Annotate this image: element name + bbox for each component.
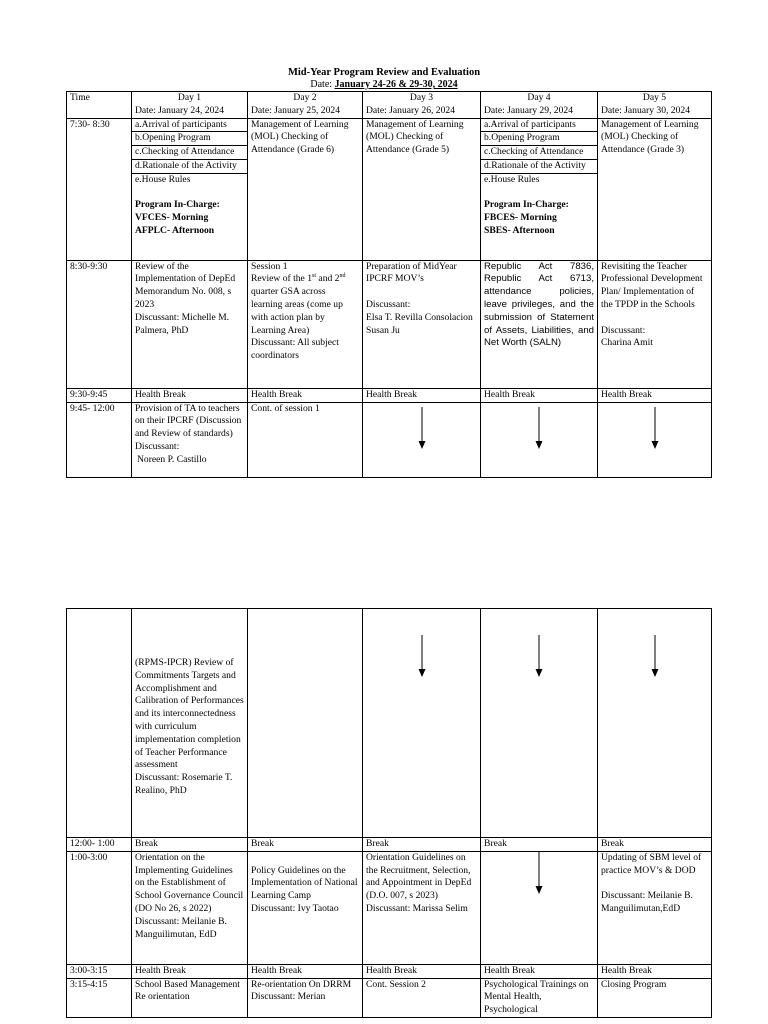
document-title: Mid-Year Program Review and Evaluation	[287, 67, 481, 78]
topic	[251, 273, 359, 337]
day2-break: Break	[248, 838, 363, 852]
day1-header	[132, 92, 248, 119]
down-arrow-icon	[417, 407, 427, 449]
day1-label: Day 1	[177, 92, 202, 103]
day2-activity: Management of Learning (MOL) Checking of Attendance (Grade 6)	[248, 118, 363, 260]
day4-break: Health Break	[481, 388, 598, 402]
row-1300	[67, 851, 712, 964]
incharge-morning: VFCES- Morning	[135, 212, 209, 224]
down-arrow-icon	[534, 407, 544, 449]
activity-item: b.Opening Program	[481, 132, 597, 146]
row-1500	[67, 964, 712, 978]
activity-item: a.Arrival of participants	[481, 119, 597, 133]
schedule-table-page-2	[66, 608, 712, 1018]
time-cell: 3:15-4:15	[67, 978, 132, 1017]
day3-break: Health Break	[363, 964, 481, 978]
discussant: Discussant: Marissa Selim	[366, 902, 468, 914]
down-arrow-icon	[650, 407, 660, 449]
ordinal-suffix: nd	[339, 273, 346, 280]
day4-continuation	[481, 609, 598, 838]
topic: Orientation Guidelines on the Recruitment, Selection, and Appointment in DepEd (D.O. 007, s 2023)	[366, 851, 472, 902]
row-0830	[67, 260, 712, 388]
day5-header	[598, 92, 712, 119]
activity-item: c.Checking of Attendance	[481, 146, 597, 160]
day4-break: Break	[481, 838, 598, 852]
down-arrow-icon	[534, 852, 544, 894]
discussant-label: Discussant:	[601, 324, 646, 336]
discussant-name: Charina Amit	[601, 337, 653, 349]
row-0930	[67, 388, 712, 402]
activity-item-text: e.House Rules	[135, 173, 191, 185]
day5-continuation	[598, 402, 712, 477]
ordinal-suffix: st	[312, 273, 317, 280]
day3-continuation	[363, 609, 481, 838]
program-incharge-label: Program In-Charge:	[484, 199, 569, 211]
header-row	[67, 92, 712, 119]
schedule-table-page-1	[66, 91, 712, 478]
day4-label: Day 4	[527, 92, 551, 103]
topic: Re-orientation On DRRM	[251, 978, 352, 990]
topic-part: quarter GSA across learning areas (come up with action plan by Learning Area)	[251, 286, 343, 336]
activity-item-text: e.House Rules	[484, 173, 540, 185]
day3-date: Date: January 26, 2024	[366, 104, 455, 116]
day1-break: Health Break	[132, 964, 248, 978]
activity-item: a.Arrival of participants	[132, 119, 247, 133]
day5-continuation	[598, 609, 712, 838]
day1-break: Break	[132, 838, 248, 852]
day3-label: Day 3	[409, 92, 434, 103]
row-1515	[67, 978, 712, 1017]
discussant-name: Noreen P. Castillo	[137, 453, 207, 465]
activity-item: b.Opening Program	[132, 132, 247, 146]
date-prefix: Date:	[310, 79, 335, 90]
day1-activity	[132, 402, 248, 477]
day2-header	[248, 92, 363, 119]
day5-label: Day 5	[642, 92, 667, 103]
day2-break: Health Break	[248, 964, 363, 978]
topic: Revisiting the Teacher Professional Development Plan/ Implementation of the TPDP in the Schools	[601, 260, 703, 310]
row-0945-continued	[67, 609, 712, 838]
down-arrow-icon	[650, 635, 660, 677]
day5-break: Break	[598, 838, 712, 852]
day3-activity: Cont. Session 2	[363, 978, 481, 1017]
activity-item	[481, 174, 597, 238]
day3-break: Break	[363, 838, 481, 852]
time-cell: 8:30-9:30	[67, 260, 132, 388]
day2-activity	[248, 978, 363, 1017]
time-cell-empty	[67, 609, 132, 838]
day1-activity	[132, 851, 248, 964]
day4-continuation	[481, 402, 598, 477]
row-0730	[67, 118, 712, 260]
time-cell: 12:00- 1:00	[67, 838, 132, 852]
day5-break: Health Break	[598, 388, 712, 402]
day3-activity: Management of Learning (MOL) Checking of Attendance (Grade 5)	[363, 118, 481, 260]
topic: Orientation on the Implementing Guidelines on the Establishment of School Governance Council (DO No 26, s 2022)	[135, 851, 244, 914]
day3-header	[363, 92, 481, 119]
day3-activity	[363, 851, 481, 964]
date-range: January 24-26 & 29-30, 2024	[334, 79, 458, 90]
incharge-afternoon: AFPLC- Afternoon	[135, 224, 215, 236]
discussant-names: Elsa T. Revilla Consolacion Susan Ju	[366, 311, 473, 336]
session-label: Session 1	[251, 260, 288, 272]
day1-date: Date: January 24, 2024	[135, 104, 224, 116]
document-date	[0, 79, 768, 91]
activity-item: d.Rationale of the Activity	[481, 160, 597, 174]
incharge-afternoon: SBES- Afternoon	[484, 224, 555, 236]
discussant: Discussant: Meilanie B. Manguilimutan,EdD	[601, 890, 693, 914]
day1-activity: School Based Management Re orientation	[132, 978, 248, 1017]
program-incharge-label: Program In-Charge:	[135, 199, 220, 211]
day4-activity: Psychological Trainings on Mental Health, Psychological	[481, 978, 598, 1017]
down-arrow-icon	[534, 635, 544, 677]
row-0945	[67, 402, 712, 477]
incharge-morning: FBCES- Morning	[484, 212, 557, 224]
day2-break: Health Break	[248, 388, 363, 402]
discussant: Discussant: All subject coordinators	[251, 337, 339, 362]
day5-activity	[598, 260, 712, 388]
day4-activity: Republic Act 7836, Republic Act 6713, attendance policies, leave privileges, and the submission of Statement of Assets, Liabilities, and Net Worth (SALN)	[481, 260, 598, 388]
day1-activity	[132, 260, 248, 388]
topic: Provision of TA to teachers on their IPCRF (Discussion and Review of standards)	[135, 402, 242, 440]
time-cell: 9:45- 12:00	[67, 402, 132, 477]
discussant-label: Discussant:	[135, 440, 180, 452]
activity-item	[132, 174, 247, 238]
discussant: Discussant: Meilanie B. Manguilimutan, EdD	[135, 915, 227, 940]
day1-activities	[132, 118, 248, 260]
topic: Updating of SBM level of practice MOV’s & DOD	[601, 851, 702, 876]
discussant-label: Discussant:	[366, 298, 411, 310]
discussant: Discussant: Rosemarie T. Realino, PhD	[135, 772, 233, 796]
day4-break: Health Break	[481, 964, 598, 978]
day1-break: Health Break	[132, 388, 248, 402]
topic: (RPMS-IPCR) Review of Commitments Targets and Accomplishment and Calibration of Performances and its interconnectedness with curriculum implementation completion of Teacher Performance assessment	[135, 657, 244, 771]
time-cell: 3:00-3:15	[67, 964, 132, 978]
day5-activity	[598, 851, 712, 964]
time-cell: 1:00-3:00	[67, 851, 132, 964]
topic: Policy Guidelines on the Implementation of National Learning Camp	[251, 864, 358, 902]
discussant: Discussant: Ivy Taotao	[251, 902, 339, 914]
day4-activities	[481, 118, 598, 260]
topic: Review of the Implementation of DepEd Memorandum No. 008, s 2023	[135, 260, 236, 310]
time-cell: 7:30- 8:30	[67, 118, 132, 260]
day5-break: Health Break	[598, 964, 712, 978]
day2-empty	[248, 609, 363, 838]
day1-activity	[132, 609, 248, 838]
activity-item: d.Rationale of the Activity	[132, 160, 247, 174]
day4-date: Date: January 29, 2024	[484, 104, 573, 116]
day2-activity	[248, 851, 363, 964]
day5-date: Date: January 30, 2024	[601, 104, 690, 116]
day2-label: Day 2	[293, 92, 317, 103]
day5-activity: Management of Learning (MOL) Checking of Attendance (Grade 3)	[598, 118, 712, 260]
day3-continuation	[363, 402, 481, 477]
topic-part: Review of the 1	[251, 273, 313, 285]
day4-continuation	[481, 851, 598, 964]
topic: Preparation of MidYear IPCRF MOV’s	[366, 260, 457, 285]
day3-activity	[363, 260, 481, 388]
discussant: Discussant: Michelle M. Palmera, PhD	[135, 311, 230, 336]
down-arrow-icon	[417, 635, 427, 677]
activity-item: c.Checking of Attendance	[132, 146, 247, 160]
day3-break: Health Break	[363, 388, 481, 402]
day5-activity: Closing Program	[598, 978, 712, 1017]
time-cell: 9:30-9:45	[67, 388, 132, 402]
discussant: Discussant: Merian	[251, 991, 326, 1003]
time-header: Time	[67, 92, 132, 119]
day2-date: Date: January 25, 2024	[251, 104, 340, 116]
day2-activity: Cont. of session 1	[248, 402, 363, 477]
day4-header	[481, 92, 598, 119]
topic-part: and 2	[316, 273, 340, 285]
day2-activity	[248, 260, 363, 388]
row-1200	[67, 838, 712, 852]
